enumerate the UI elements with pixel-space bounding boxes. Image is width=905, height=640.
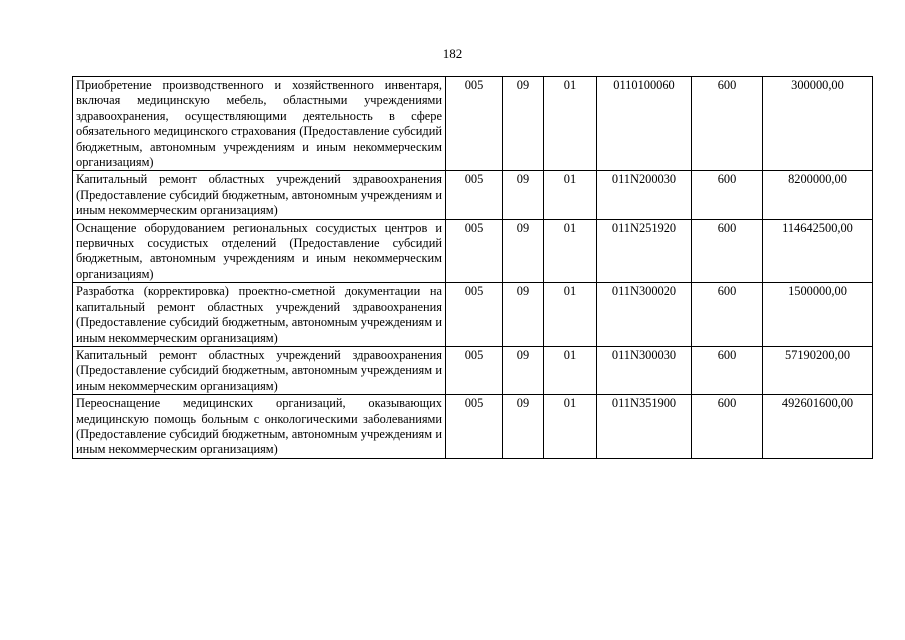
ministry-code-cell: 005 <box>446 346 503 394</box>
amount-cell: 1500000,00 <box>763 283 873 347</box>
page-number: 182 <box>442 46 463 61</box>
section-cell: 09 <box>503 219 544 283</box>
subsection-cell: 01 <box>544 283 597 347</box>
table-row <box>73 283 873 347</box>
ministry-code-cell: 005 <box>446 77 503 171</box>
ministry-code-cell: 005 <box>446 395 503 459</box>
expense-type-cell: 600 <box>692 283 763 347</box>
target-article-cell: 011N200030 <box>597 171 692 219</box>
amount-cell: 300000,00 <box>763 77 873 171</box>
row-description: Оснащение оборудованием региональных сосудистых центров и первичных сосудистых отделений (Предоставление субсидий бюджетным, автономным учреждениям и иным некоммерческим организациям) <box>73 219 446 283</box>
subsection-cell: 01 <box>544 219 597 283</box>
table-row <box>73 346 873 394</box>
amount-cell: 492601600,00 <box>763 395 873 459</box>
ministry-code-cell: 005 <box>446 283 503 347</box>
subsection-cell: 01 <box>544 171 597 219</box>
expense-type-cell: 600 <box>692 171 763 219</box>
target-article-cell: 011N300030 <box>597 346 692 394</box>
budget-table <box>72 76 873 459</box>
target-article-cell: 011N351900 <box>597 395 692 459</box>
ministry-code-cell: 005 <box>446 171 503 219</box>
target-article-cell: 011N251920 <box>597 219 692 283</box>
table-row <box>73 219 873 283</box>
expense-type-cell: 600 <box>692 77 763 171</box>
section-cell: 09 <box>503 395 544 459</box>
ministry-code-cell: 005 <box>446 219 503 283</box>
subsection-cell: 01 <box>544 77 597 171</box>
expense-type-cell: 600 <box>692 346 763 394</box>
target-article-cell: 011N300020 <box>597 283 692 347</box>
row-description: Капитальный ремонт областных учреждений здравоохранения (Предоставление субсидий бюджетным, автономным учреждениям и иным некоммерческим организациям) <box>73 346 446 394</box>
amount-cell: 8200000,00 <box>763 171 873 219</box>
target-article-cell: 0110100060 <box>597 77 692 171</box>
subsection-cell: 01 <box>544 395 597 459</box>
expense-type-cell: 600 <box>692 395 763 459</box>
amount-cell: 57190200,00 <box>763 346 873 394</box>
section-cell: 09 <box>503 346 544 394</box>
table-row <box>73 395 873 459</box>
expense-type-cell: 600 <box>692 219 763 283</box>
table-row <box>73 77 873 171</box>
row-description: Разработка (корректировка) проектно-сметной документации на капитальный ремонт областных учреждений здравоохранения (Предоставление субсидий бюджетным, автономным учреждениям и иным некоммерческим организациям) <box>73 283 446 347</box>
section-cell: 09 <box>503 283 544 347</box>
row-description: Капитальный ремонт областных учреждений здравоохранения (Предоставление субсидий бюджетным, автономным учреждениям и иным некоммерческим организациям) <box>73 171 446 219</box>
table-row <box>73 171 873 219</box>
subsection-cell: 01 <box>544 346 597 394</box>
section-cell: 09 <box>503 171 544 219</box>
section-cell: 09 <box>503 77 544 171</box>
amount-cell: 114642500,00 <box>763 219 873 283</box>
row-description: Переоснащение медицинских организаций, оказывающих медицинскую помощь больным с онкологическими заболеваниями (Предоставление субсидий бюджетным, автономным учреждениям и иным некоммерческим организациям) <box>73 395 446 459</box>
row-description: Приобретение производственного и хозяйственного инвентаря, включая медицинскую мебель, областными учреждениями здравоохранения, осуществляющими деятельность в сфере обязательного медицинского страхования (Предоставление субсидий бюджетным, автономным учреждениям и иным некоммерческим организациям) <box>73 77 446 171</box>
